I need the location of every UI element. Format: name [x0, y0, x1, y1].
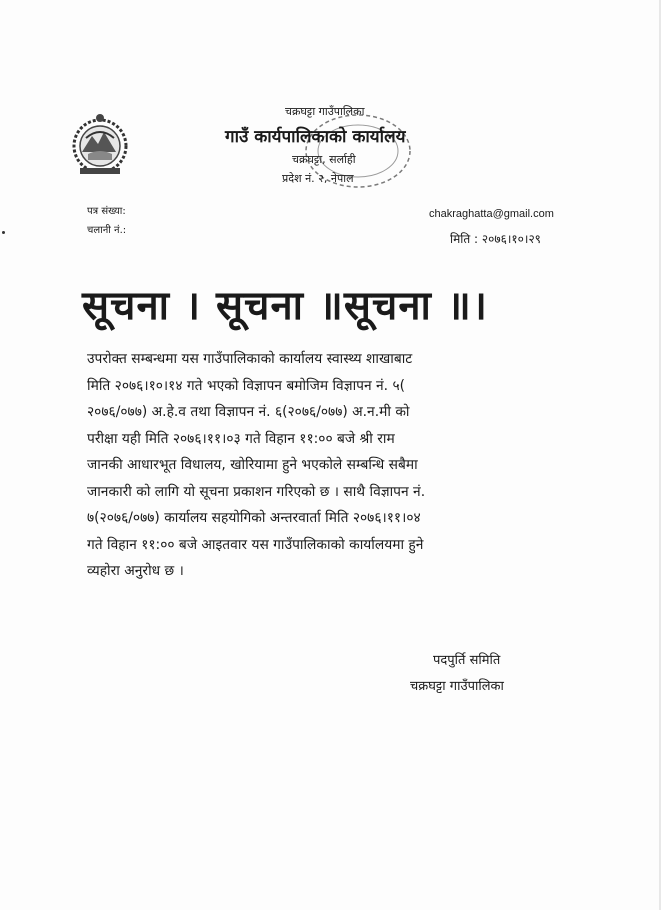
- notice-date: मिति : २०७६।१०।२९: [450, 232, 541, 246]
- body-line: परीक्षा यही मिति २०७६।११।०३ गते विहान ११:०० बजे श्री राम: [87, 430, 395, 447]
- scan-speck: [2, 231, 5, 234]
- province: प्रदेश नं. २, नेपाल: [282, 172, 354, 185]
- office-address: चक्रघट्टा, सर्लाही: [292, 153, 356, 166]
- office-name: गाउँ कार्यपालिकाको कार्यालय: [225, 127, 406, 147]
- contact-email: chakraghatta@gmail.com: [429, 208, 554, 220]
- dispatch-number-label: चलानी नं.:: [87, 225, 127, 236]
- body-line: गते विहान ११:०० बजे आइतवार यस गाउँपालिकाको कार्यालयमा हुने: [87, 536, 424, 553]
- body-line: ७(२०७६/०७७) कार्यालय सहयोगिको अन्तरवार्ता मिति २०७६।११।०४: [87, 510, 421, 526]
- municipality-name: चक्रघट्टा गाउँपालिका: [285, 105, 365, 118]
- body-line: उपरोक्त सम्बन्धमा यस गाउँपालिकाको कार्यालय स्वास्थ्य शाखाबाट: [87, 351, 413, 367]
- nepal-emblem-icon: [66, 108, 134, 180]
- signatory-municipality: चक्रघट्टा गाउँपालिका: [410, 679, 504, 694]
- body-line: जानकारी को लागि यो सूचना प्रकाशन गरिएको छ । साथै विज्ञापन नं.: [87, 483, 426, 500]
- body-line: मिति २०७६।१०।१४ गते भएको विज्ञापन बमोजिम विज्ञापन नं. ५(: [87, 377, 406, 394]
- signatory-committee: पदपुर्ति समिति: [433, 653, 501, 668]
- notice-title: सूचना । सूचना ॥सूचना ॥।: [82, 283, 488, 329]
- notice-body: [87, 346, 579, 585]
- body-line: व्यहोरा अनुरोध छ ।: [87, 563, 184, 579]
- body-line: २०७६/०७७) अ.हे.व तथा विज्ञापन नं. ६(२०७६/०७७) अ.न.मी को: [87, 404, 410, 420]
- body-line: जानकी आधारभूत विधालय, खोरियामा हुने भएकोले सम्बन्धि सबैमा: [87, 457, 418, 473]
- letter-number-label: पत्र संख्या:: [87, 206, 126, 217]
